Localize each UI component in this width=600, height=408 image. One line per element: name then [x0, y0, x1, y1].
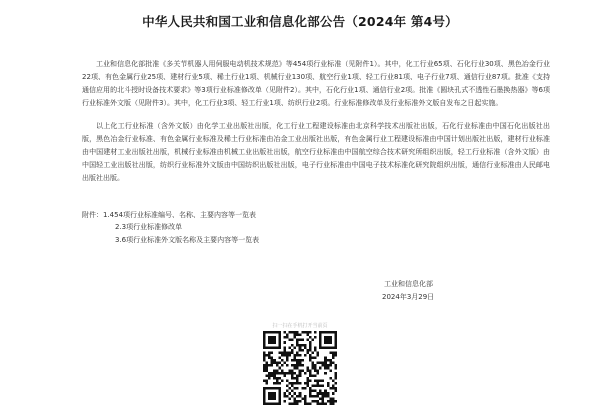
qr-caption: 扫一扫在手机打开当前页	[272, 323, 328, 329]
signature-org: 工业和信息化部	[384, 280, 433, 288]
attachment-item-3[interactable]: 3.6项行业标准外文版名称及主要内容等一览表	[115, 236, 260, 244]
qr-code-icon	[263, 331, 337, 405]
attachment-item-1[interactable]: 附件：1.454项行业标准编号、名称、主要内容等一览表	[82, 211, 257, 219]
page-title: 中华人民共和国工业和信息化部公告（2024年 第4号）	[142, 14, 458, 29]
signature-date: 2024年3月29日	[382, 293, 435, 301]
attachment-item-2[interactable]: 2.3项行业标准修改单	[115, 223, 183, 231]
body-paragraph-2: 以上化工行业标准（含外文版）由化学工业出版社出版，化工行业工程建设标准由北京科学技术出版社出版，石化行业标准由中国石化出版社出版，黑色冶金行业标准、有色金属行业标准及稀土行业标准由冶金工业出版社出版，有色金属行业工程建设标准由中国计划出版社出版，建材行业标准由中国建材工业出版社出版，机械行业标准由机械工业出版社出版，航空行业标准由中国航空综合技术研究所组织出版，轻工行业标准（含外文版）由中国轻工业出版社出版，纺织行业标准外文版由中国纺织出版社出版，电子行业标准由中国电子技术标准化研究院组织出版，通信行业标准由人民邮电出版社出版。	[82, 122, 550, 182]
body-paragraph-1: 工业和信息化部批准《多关节机器人用伺服电动机技术规范》等454项行业标准（见附件1）。其中，化工行业65项、石化行业30项、黑色冶金行业22项、有色金属行业25项、建材行业5项、稀土行业1项、机械行业130项、航空行业1项、轻工行业81项、电子行业7项、通信行业87项。批准《支持通信应用的北斗授时设备技术要求》等3项行业标准修改单（见附件2）。其中，石化行业1项、通信行业2项。批准《圆块孔式不透性石墨换热器》等6项行业标准外文版（见附件3）。其中，化工行业3项、轻工行业1项、纺织行业2项。行业标准修改单及行业标准外文版自发布之日起实施。	[82, 60, 550, 107]
